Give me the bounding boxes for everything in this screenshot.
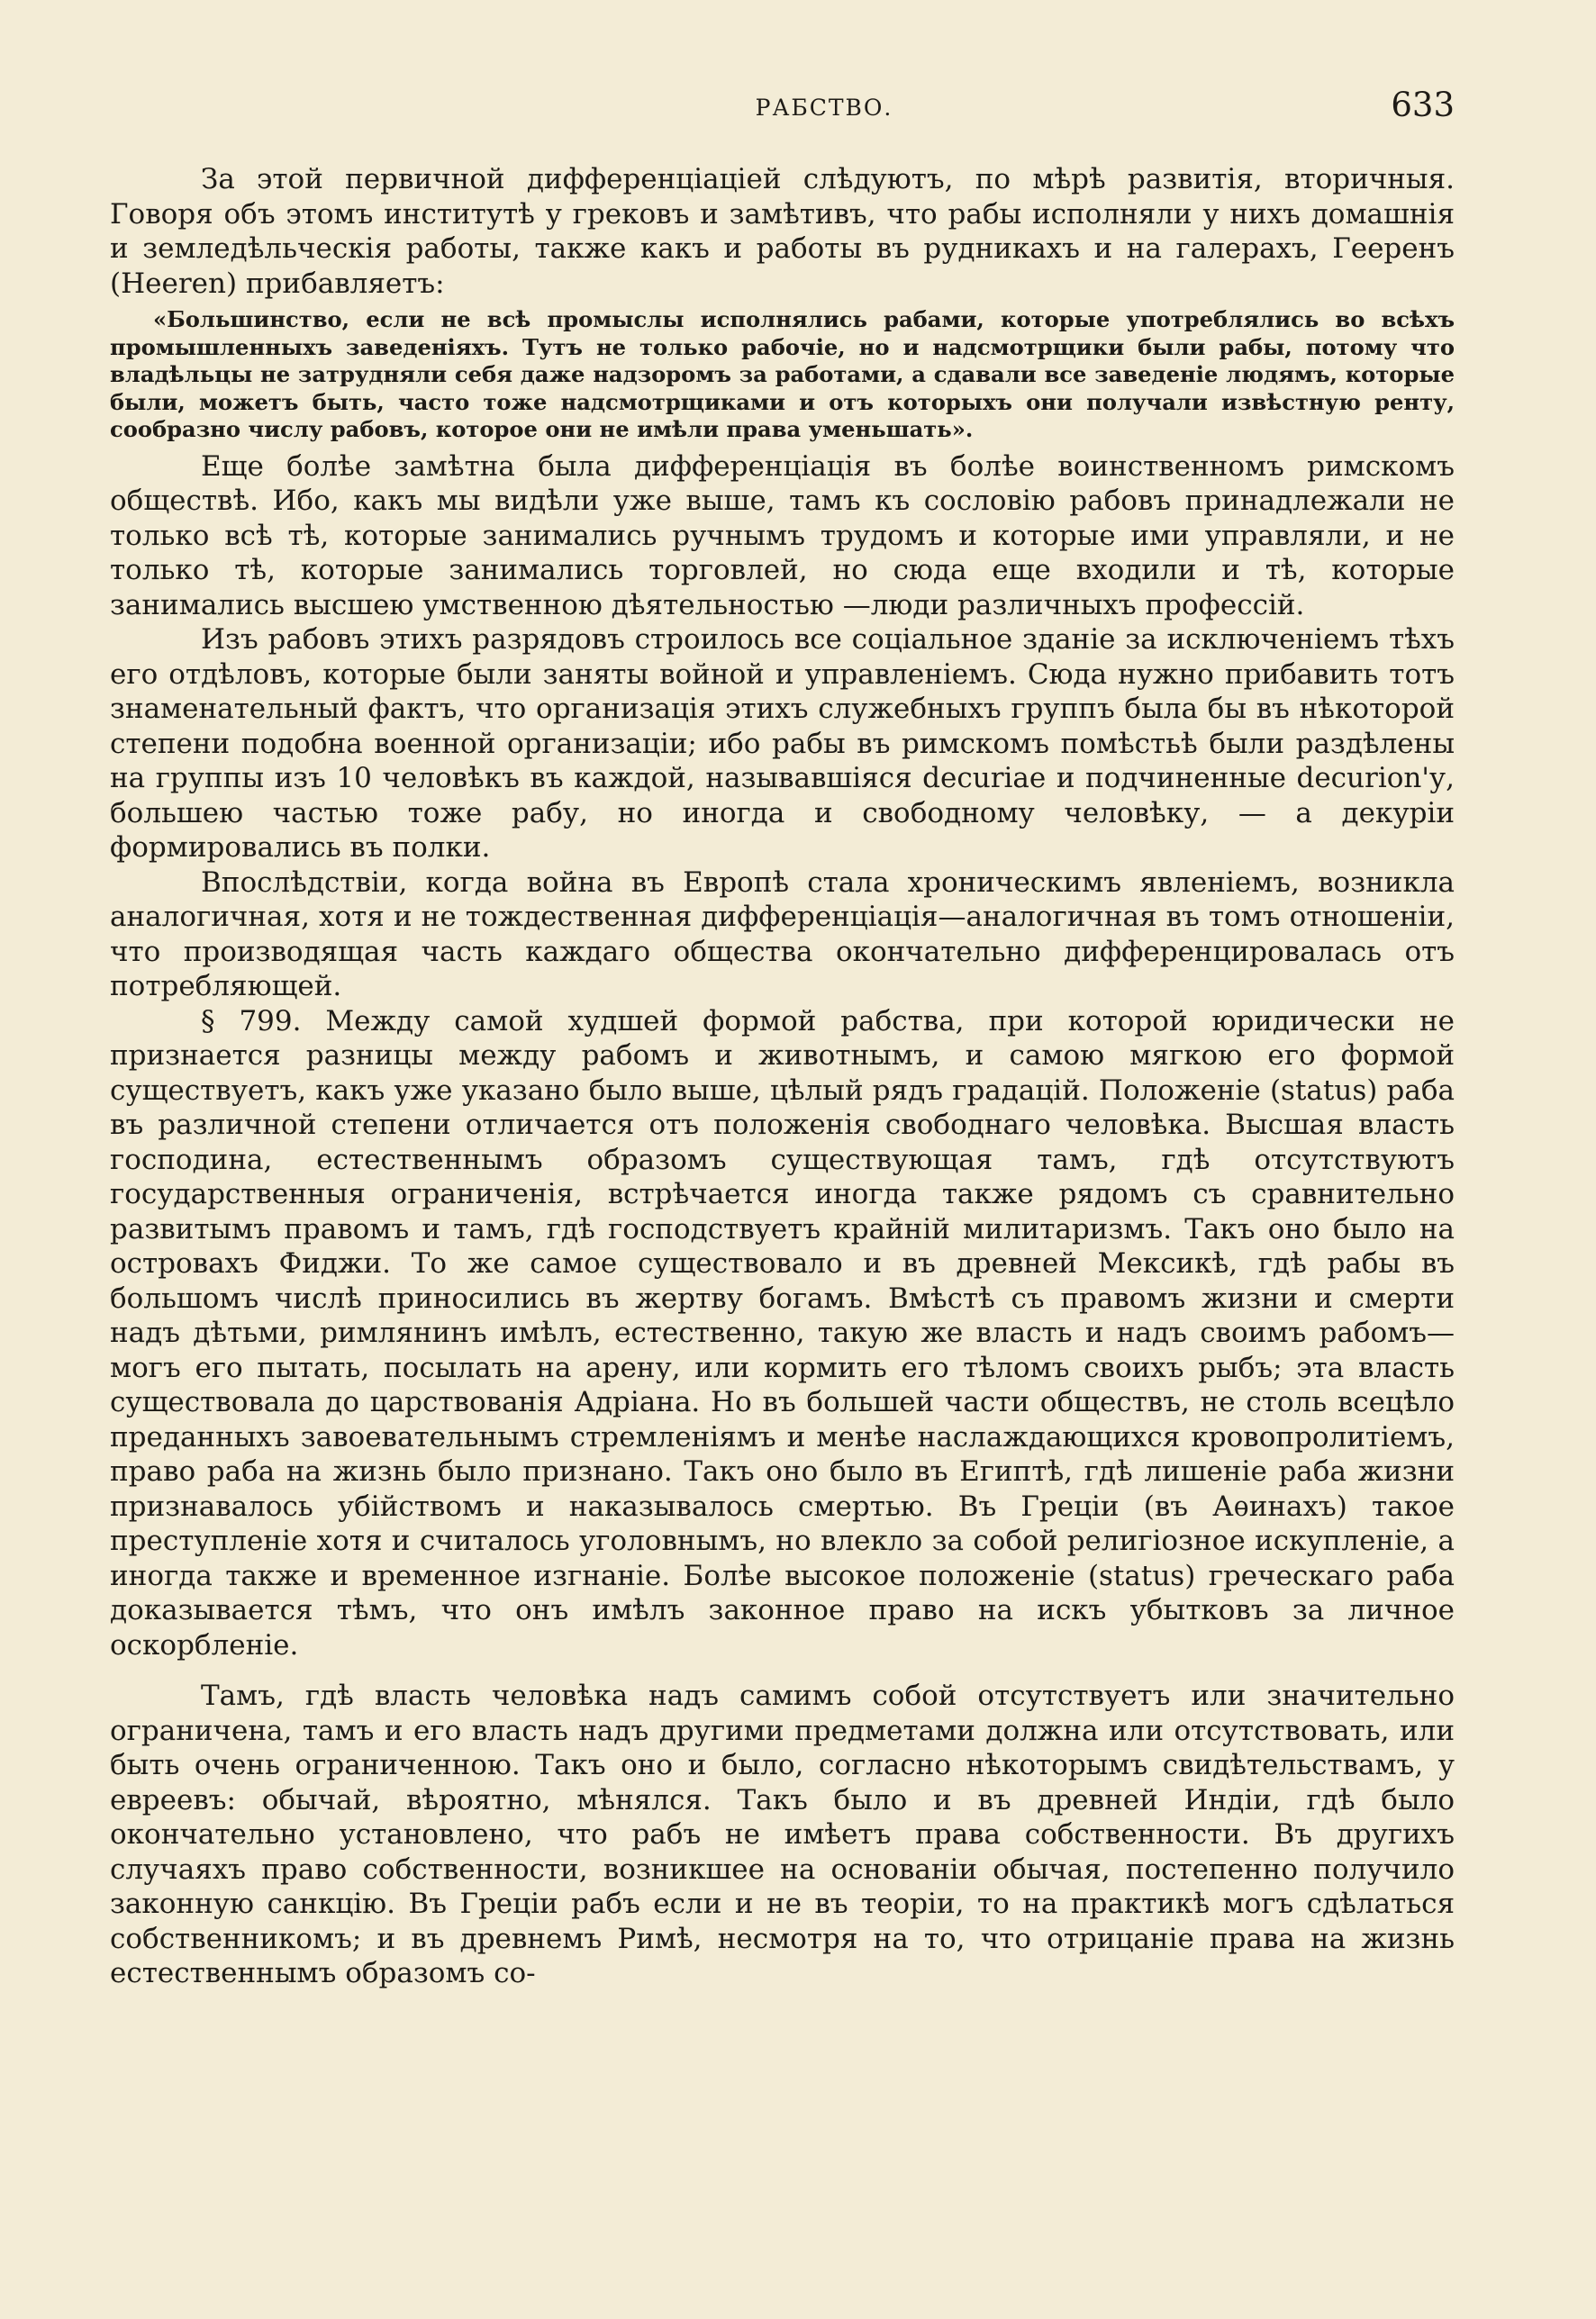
block-quote: «Большинство, если не всѣ промыслы исполнялись рабами, которые употреблялись во всѣхъ промышленныхъ заведеніяхъ. Тутъ не только рабочіе, но и надсмотрщики были рабы, потому что владѣльцы не затрудняли себя даже надзоромъ за работами, а сдавали все заведеніе людямъ, которые были, можетъ быть, часто тоже надсмотрщиками и отъ которыхъ они получали извѣстную ренту, сообразно числу рабовъ, которое они не имѣли права уменьшать». <box>110 306 1455 442</box>
paragraph-4: Впослѣдствіи, когда война въ Европѣ стала хроническимъ явленіемъ, возникла аналогичная, хотя и не тождественная дифференціація—аналогичная въ томъ отношеніи, что производящая часть каждаго общества окончательно дифференцировалась отъ потребляющей. <box>110 865 1455 1002</box>
paragraph-1: За этой первичной дифференціаціей слѣдуютъ, по мѣрѣ развитія, вторичныя. Говоря объ этомъ институтѣ у грековъ и замѣтивъ, что рабы исполняли у нихъ домашнія и земледѣльческія работы, также какъ и работы въ рудникахъ и на галерахъ, Гееренъ (Heeren) прибавляетъ: <box>110 163 1455 300</box>
page-header <box>194 86 1455 131</box>
paragraph-3: Изъ рабовъ этихъ разрядовъ строилось все соціальное зданіе за исключеніемъ тѣхъ его отдѣловъ, которые были заняты войной и управленіемъ. Сюда нужно прибавить тотъ знаменательный фактъ, что организація этихъ служебныхъ группъ была бы въ нѣкоторой степени подобна военной организаціи; ибо рабы въ римскомъ помѣстьѣ были раздѣлены на группы изъ 10 человѣкъ въ каждой, называвшіяся decuriae и подчиненные decurion'у, большею частью тоже рабу, но иногда и свободному человѣку, — а декуріи формировались въ полки. <box>110 623 1455 864</box>
paragraph-section-799: § 799. Между самой худшей формой рабства, при которой юридически не признается разницы между рабомъ и животнымъ, и самою мягкою его формой существуетъ, какъ уже указано было выше, цѣлый рядъ градацій. Положеніе (status) раба въ различной степени отличается отъ положенія свободнаго человѣка. Высшая власть господина, естественнымъ образомъ существующая тамъ, гдѣ отсутствуютъ государственныя ограниченія, встрѣчается иногда также рядомъ съ сравнительно развитымъ правомъ и тамъ, гдѣ господствуетъ крайній милитаризмъ. Такъ оно было на островахъ Фиджи. То же самое существовало и въ древней Мексикѣ, гдѣ рабы въ большомъ числѣ приносились въ жертву богамъ. Вмѣстѣ съ правомъ жизни и смерти надъ дѣтьми, римлянинъ имѣлъ, естественно, такую же власть и надъ своимъ рабомъ—могъ его пытать, посылать на арену, или кормить его тѣломъ своихъ рыбъ; эта власть существовала до царствованія Адріана. Но въ большей части обществъ, не столь всецѣло преданныхъ завоевательнымъ стремленіямъ и менѣе наслаждающихся кровопролитіемъ, право раба на жизнь было признано. Такъ оно было въ Египтѣ, гдѣ лишеніе раба жизни признавалось убійствомъ и наказывалось смертью. Въ Греціи (въ Аѳинахъ) такое преступленіе хотя и считалось уголовнымъ, но влекло за собой религіозное искупленіе, а иногда также и временное изгнаніе. Болѣе высокое положеніе (status) греческаго раба доказывается тѣмъ, что онъ имѣлъ законное право на искъ убытковъ за личное оскорбленіе. <box>110 1004 1455 1662</box>
running-title: РАБСТВО. <box>755 95 893 121</box>
page-body <box>110 162 1455 1991</box>
page-number: 633 <box>1391 86 1455 124</box>
paragraph-2: Еще болѣе замѣтна была дифференціація въ болѣе воинственномъ римскомъ обществѣ. Ибо, какъ мы видѣли уже выше, тамъ къ сословію рабовъ принадлежали не только всѣ тѣ, которые занимались ручнымъ трудомъ и которые ими управляли, и не только тѣ, которые занимались торговлей, но сюда еще входили и тѣ, которые занимались высшею умственною дѣятельностью —люди различныхъ профессій. <box>110 449 1455 621</box>
paragraph-6: Тамъ, гдѣ власть человѣка надъ самимъ собой отсутствуетъ или значительно ограничена, тамъ и его власть надъ другими предметами должна или отсутствовать, или быть очень ограниченною. Такъ оно и было, согласно нѣкоторымъ свидѣтельствамъ, у евреевъ: обычай, вѣроятно, мѣнялся. Такъ было и въ древней Индіи, гдѣ было окончательно установлено, что рабъ не имѣетъ права собственности. Въ другихъ случаяхъ право собственности, возникшее на основаніи обычая, постепенно получило законную санкцію. Въ Греціи рабъ если и не въ теоріи, то на практикѣ могъ сдѣлаться собственникомъ; и въ древнемъ Римѣ, несмотря на то, что отрицаніе права на жизнь естественнымъ образомъ со- <box>110 1680 1455 1989</box>
